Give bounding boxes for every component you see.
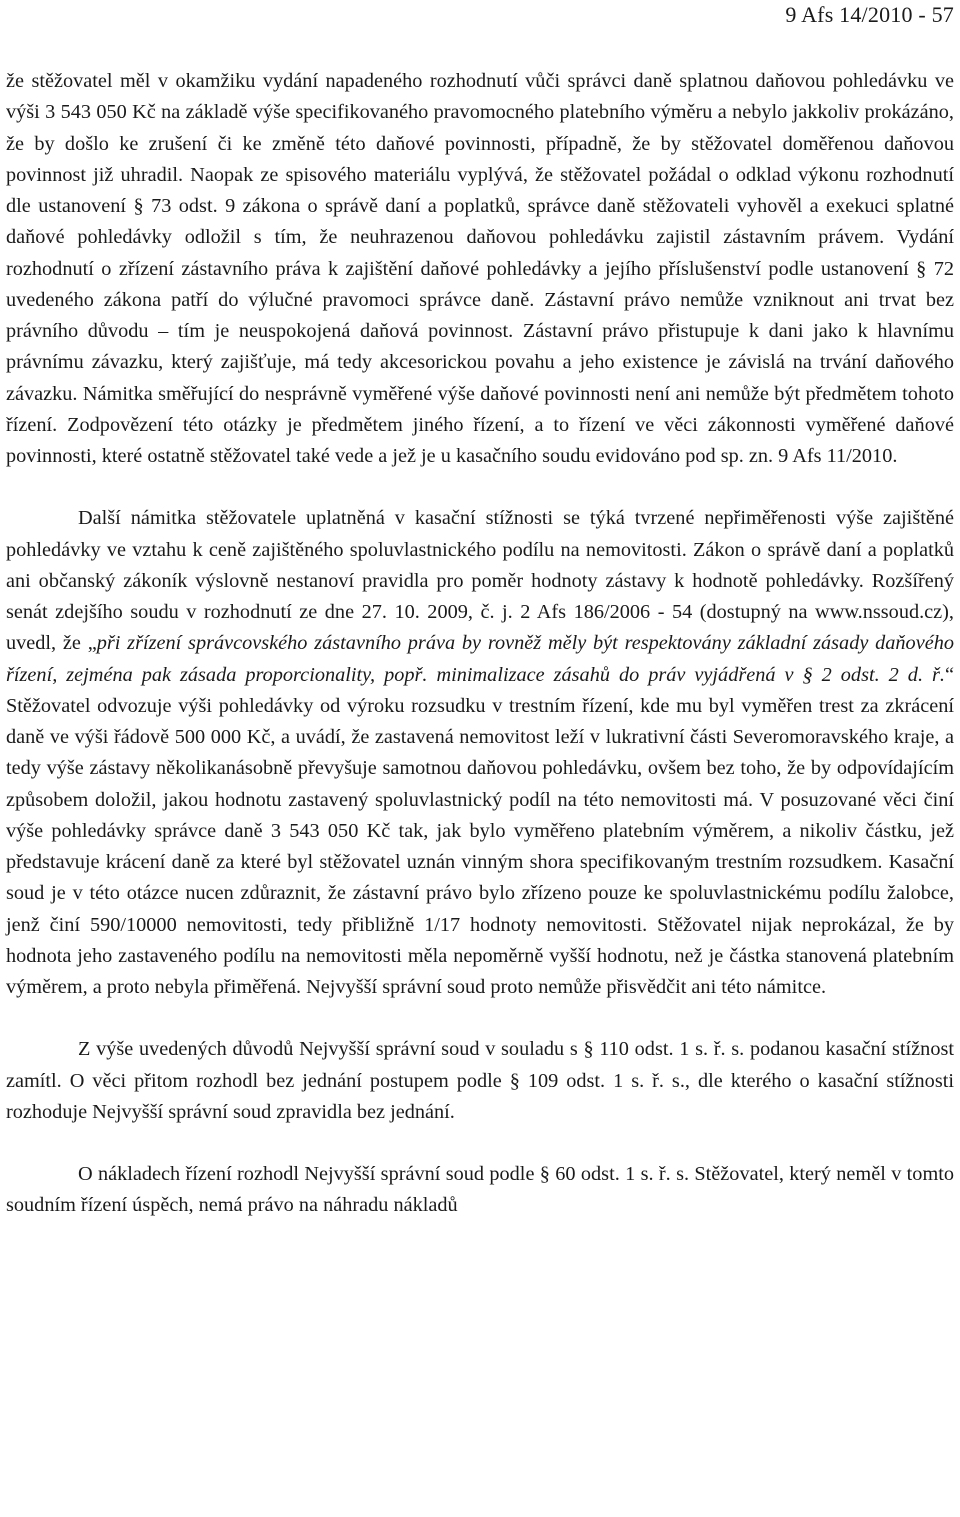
paragraph-2-text-after: “ Stěžovatel odvozuje výši pohledávky od výroku rozsudku v trestním řízení, kde mu byl vyměřen trest za zkrácení daně ve výši řádově 500 000 Kč, a uvádí, že zastavená nemovitost leží v lukrativní části Severomoravského kraje, a tedy výše zástavy několikanásobně převyšuje samotnou daňovou pohledávku, ovšem bez toho, že by odpovídajícím způsobem doložil, jakou hodnotu zastavený spoluvlastnický podíl na této nemovitosti má. V posuzované věci činí výše pohledávky správce daně 3 543 050 Kč tak, jak bylo vyměřeno platebním výměrem, a nikoliv částku, jež představuje krácení daně za které byl stěžovatel uznán vinným shora specifikovaným trestním rozsudkem. Kasační soud je v této otázce nucen zdůraznit, že zástavní právo bylo zřízeno pouze ke spoluvlastnickému podílu žalobce, jenž činí 590/10000 nemovitosti, tedy přibližně 1/17 hodnoty nemovitosti. Stěžovatel nijak neprokázal, že by hodnota jeho zastaveného podílu na nemovitosti měla nepoměrně vyšší hodnotu, než je částka stanovená platebním výměrem, a proto nebyla přiměřená. Nejvyšší správní soud proto nemůže přisvědčit ani této námitce. bbox=[6, 663, 954, 998]
paragraph-2-text-before: Další námitka stěžovatele uplatněná v kasační stížnosti se týká tvrzené nepřiměřenosti výše zajištěné pohledávky ve vztahu k ceně zajištěného spoluvlastnického podílu na nemovitosti. Zákon o správě daní a poplatků ani občanský zákoník výslovně nestanoví pravidla pro poměr hodnoty zástavy k hodnotě pohledávky. Rozšířený senát zdejšího soudu v rozhodnutí ze dne 27. 10. 2009, č. j. 2 Afs 186/2006 - 54 (dostupný na www.nssoud.cz), uvedl, že „ bbox=[6, 507, 954, 655]
paragraph-3: Z výše uvedených důvodů Nejvyšší správní soud v souladu s § 110 odst. 1 s. ř. s. podanou kasační stížnost zamítl. O věci přitom rozhodl bez jednání postupem podle § 109 odst. 1 s. ř. s., dle kterého o kasační stížnosti rozhoduje Nejvyšší správní soud zpravidla bez jednání. bbox=[6, 1038, 954, 1123]
document-body bbox=[6, 66, 954, 1222]
paragraph-2 bbox=[6, 503, 954, 1003]
case-number-header: 9 Afs 14/2010 - 57 bbox=[785, 2, 954, 27]
paragraph-1: že stěžovatel měl v okamžiku vydání napadeného rozhodnutí vůči správci daně splatnou daňovou pohledávku ve výši 3 543 050 Kč na základě výše specifikovaného pravomocného platebního výměru a nebylo jakkoliv prokázáno, že by došlo ke zrušení či ke změně této daňové povinnosti, případně, že by stěžovatel doměřenou daňovou povinnost již uhradil. Naopak ze spisového materiálu vyplývá, že stěžovatel požádal o odklad výkonu rozhodnutí dle ustanovení § 73 odst. 9 zákona o správě daní a poplatků, správce daně stěžovateli vyhověl a exekuci splatné daňové pohledávky odložil s tím, že neuhrazenou daňovou pohledávku zajistil zástavním právem. Vydání rozhodnutí o zřízení zástavního práva k zajištění daňové pohledávky a jejího příslušenství podle ustanovení § 72 uvedeného zákona patří do výlučné pravomoci správce daně. Zástavní právo nemůže vzniknout ani trvat bez právního důvodu – tím je neuspokojená daňová povinnost. Zástavní právo přistupuje k dani jako k hlavnímu právnímu závazku, který zajišťuje, má tedy akcesorickou povahu a jeho existence je závislá na trvání daňového závazku. Námitka směřující do nesprávně vyměřené výše daňové povinnosti není ani nemůže být předmětem tohoto řízení. Zodpovězení této otázky je předmětem jiného řízení, a to řízení ve věci zákonnosti vyměřené daňové povinnosti, které ostatně stěžovatel také vede a jež je u kasačního soudu evidováno pod sp. zn. 9 Afs 11/2010. bbox=[6, 70, 954, 467]
paragraph-4: O nákladech řízení rozhodl Nejvyšší správní soud podle § 60 odst. 1 s. ř. s. Stěžovatel, který neměl v tomto soudním řízení úspěch, nemá právo na náhradu nákladů bbox=[6, 1163, 954, 1217]
paragraph-2-quote: při zřízení správcovského zástavního práva by rovněž měly být respektovány základní zásady daňového řízení, zejména pak zásada proporcionality, popř. minimalizace zásahů do práv vyjádřená v § 2 odst. 2 d. ř. bbox=[6, 632, 954, 686]
